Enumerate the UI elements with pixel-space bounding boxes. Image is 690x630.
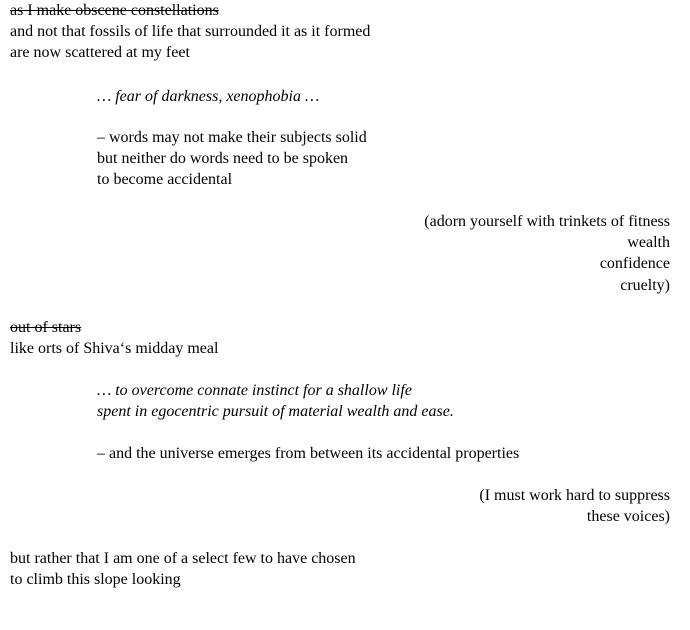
- parenthetical-line: these voices): [586, 508, 670, 525]
- parenthetical-line: cruelty): [620, 277, 670, 294]
- struck-line-stars: out of stars: [10, 319, 82, 336]
- poem-line: but neither do words need to be spoken: [97, 150, 349, 167]
- parenthetical-line: wealth: [627, 234, 670, 251]
- poem-line: like orts of Shiva‘s midday meal: [10, 340, 219, 357]
- poem-line: and not that fossils of life that surrounded it as it formed: [10, 23, 371, 40]
- parenthetical-line: confidence: [599, 255, 670, 272]
- parenthetical-line: (I must work hard to suppress: [479, 487, 670, 504]
- italic-aside-line: … fear of darkness, xenophobia …: [97, 88, 320, 105]
- struck-line-constellations: as I make obscene constellations: [10, 2, 219, 19]
- poem-line: – words may not make their subjects solid: [97, 129, 367, 146]
- poem-line: are now scattered at my feet: [10, 44, 190, 61]
- italic-aside-line: spent in egocentric pursuit of material wealth and ease.: [97, 403, 454, 420]
- poem-line: to become accidental: [97, 171, 233, 188]
- parenthetical-line: (adorn yourself with trinkets of fitness: [424, 213, 670, 230]
- italic-aside-line: … to overcome connate instinct for a shallow life: [97, 382, 412, 399]
- poem-line: – and the universe emerges from between its accidental properties: [97, 445, 520, 462]
- poem-line: to climb this slope looking: [10, 571, 181, 588]
- poem-line: but rather that I am one of a select few to have chosen: [10, 550, 356, 567]
